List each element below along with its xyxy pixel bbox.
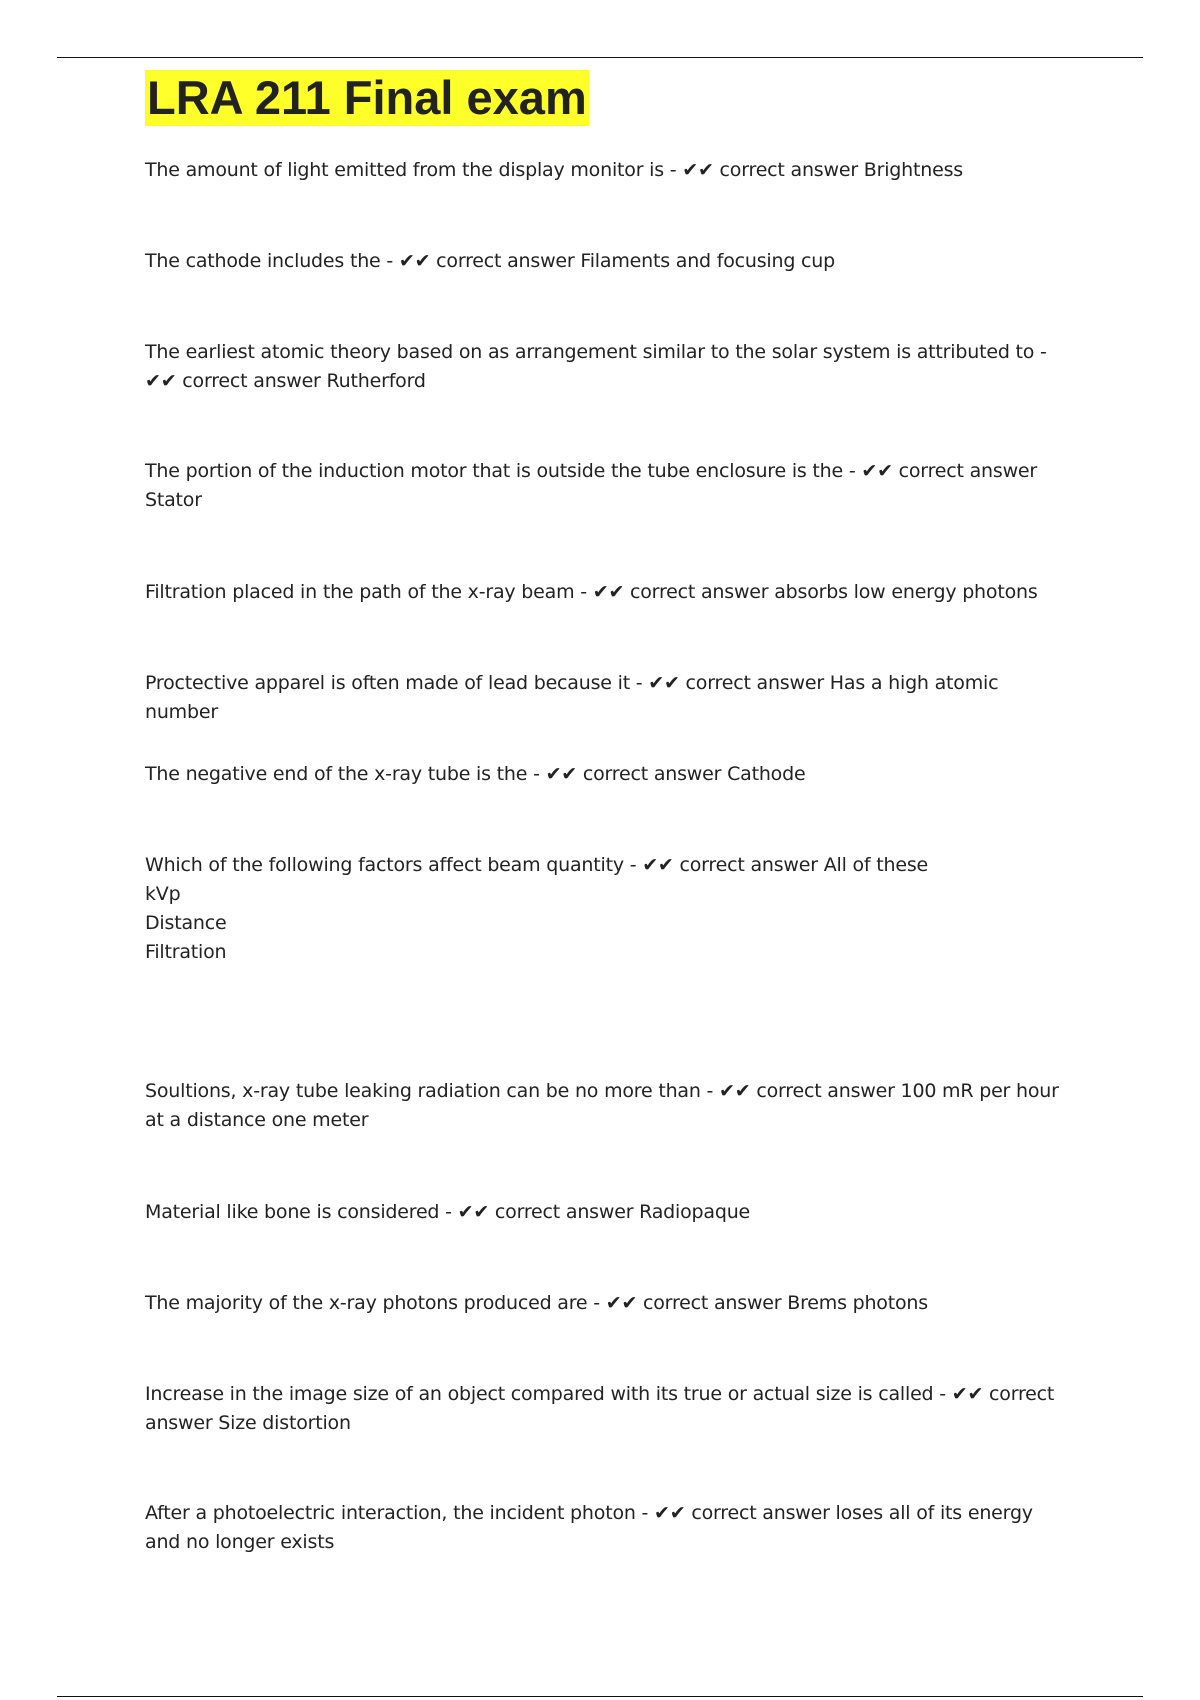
qa-item [145,669,1060,727]
qa-item [145,1077,1060,1135]
document-body [145,70,1060,1553]
qa-item [145,851,1060,967]
qa-item [145,457,1060,515]
qa-text: After a photoelectric interaction, the incident photon - ✔✔ correct answer loses all of its energy and no longer exists [145,1502,1033,1553]
qa-item [145,1198,1060,1227]
qa-subitem: Filtration [145,941,227,963]
qa-item [145,760,1060,789]
qa-text: Which of the following factors affect beam quantity - ✔✔ correct answer All of these [145,854,929,876]
document-title: LRA 211 Final exam [147,71,587,124]
qa-item [145,338,1060,396]
qa-subitem: Distance [145,912,227,934]
qa-text: Filtration placed in the path of the x-ray beam - ✔✔ correct answer absorbs low energy photons [145,581,1038,603]
qa-item [145,247,1060,276]
qa-item [145,1499,1060,1557]
qa-text: The negative end of the x-ray tube is the - ✔✔ correct answer Cathode [145,763,806,785]
qa-text: The cathode includes the - ✔✔ correct answer Filaments and focusing cup [145,250,836,272]
qa-item [145,1380,1060,1438]
qa-text: The earliest atomic theory based on as arrangement similar to the solar system is attributed to - ✔✔ correct answer Rutherford [145,341,1047,392]
qa-subitem: kVp [145,883,181,905]
bottom-rule [57,1696,1143,1697]
qa-text: The amount of light emitted from the display monitor is - ✔✔ correct answer Brightness [145,159,963,181]
qa-text: Soultions, x-ray tube leaking radiation can be no more than - ✔✔ correct answer 100 mR per hour at a distance one meter [145,1080,1059,1131]
qa-item [145,156,1060,185]
qa-text: Increase in the image size of an object compared with its true or actual size is called - ✔✔ correct answer Size distortion [145,1383,1055,1434]
qa-text: Material like bone is considered - ✔✔ correct answer Radiopaque [145,1201,751,1223]
qa-item [145,1289,1060,1318]
qa-item [145,578,1060,607]
qa-text: The portion of the induction motor that is outside the tube enclosure is the - ✔✔ correct answer Stator [145,460,1038,511]
qa-text: Proctective apparel is often made of lead because it - ✔✔ correct answer Has a high atomic number [145,672,999,723]
top-rule [57,57,1143,58]
qa-text: The majority of the x-ray photons produced are - ✔✔ correct answer Brems photons [145,1292,928,1314]
